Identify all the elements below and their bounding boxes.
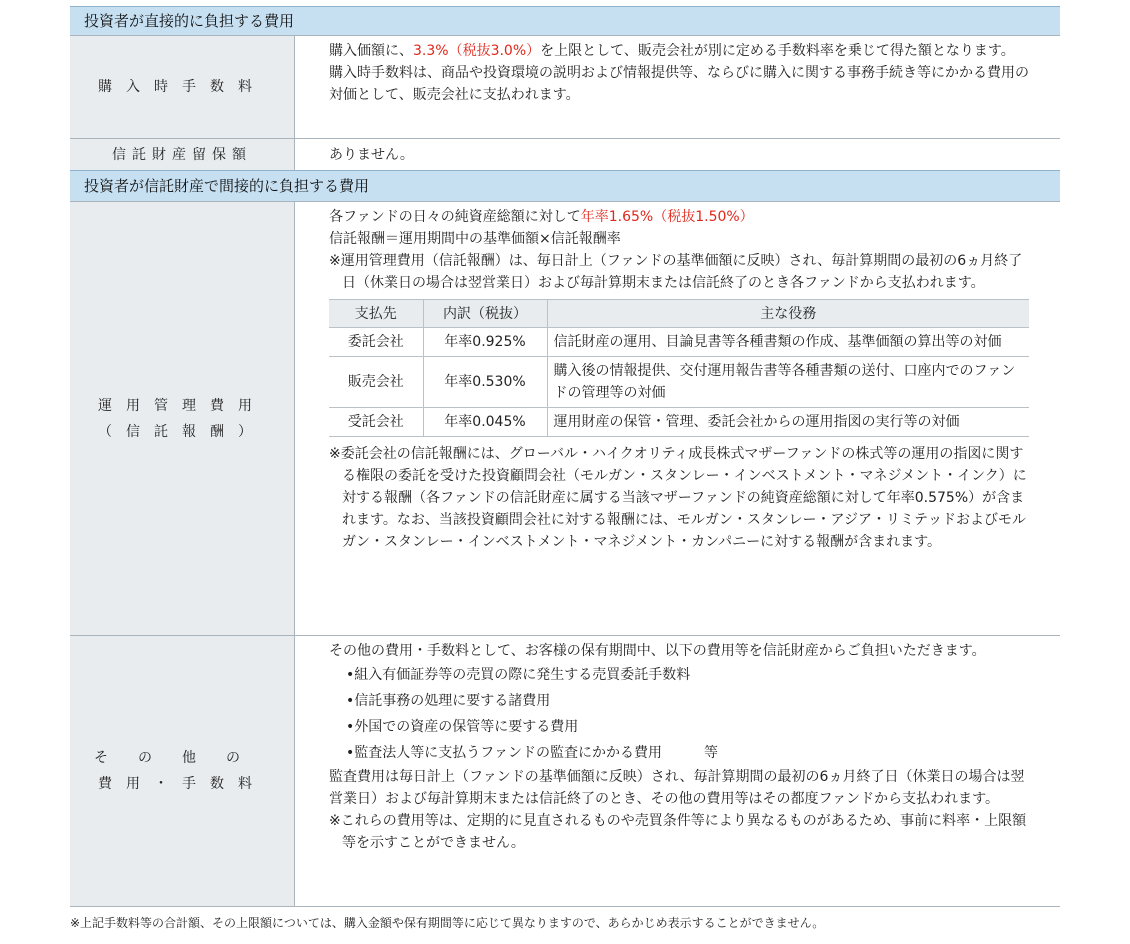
table-row: [329, 328, 1029, 357]
list-item: •信託事務の処理に要する諸費用: [346, 693, 551, 709]
purchase-fee-content: [294, 36, 1060, 138]
other-fees-content: [294, 636, 1060, 906]
other-fees-label-line1: その他の: [94, 750, 270, 766]
trust-reserve-value: ありません。: [294, 139, 1060, 170]
audit-fee-text: 監査費用は毎日計上（ファンドの基準価額に反映）され、毎計算期間の最初の6ヵ月終了日（休業日の場合は翌営業日）および毎計算期末または信託終了のとき、その他の費用等はその都度ファンドから支払われます。: [329, 769, 1025, 807]
management-fee-content: [294, 202, 1060, 635]
table-row: [329, 357, 1029, 408]
management-fee-row: [70, 201, 1060, 635]
management-fee-rate: 年率1.65%（税抜1.50%）: [580, 209, 754, 225]
purchase-fee-line1-post: を上限として、販売会社が別に定める手数料率を乗じて得た額となります。: [540, 43, 1015, 59]
payee-cell: 受託会社: [329, 408, 423, 437]
management-fee-note2: [329, 443, 1036, 553]
direct-cost-header: 投資者が直接的に負担する費用: [70, 6, 1060, 35]
other-fees-row: [70, 635, 1060, 906]
list-item: •監査法人等に支払うファンドの監査にかかる費用 等: [346, 745, 718, 761]
indirect-cost-header: 投資者が信託財産で間接的に負担する費用: [70, 170, 1060, 201]
fee-table: [70, 6, 1060, 907]
purchase-fee-line1-pre: 購入価額に、: [329, 43, 413, 59]
rate-cell: 年率0.530%: [423, 357, 547, 408]
fee-breakdown-header-row: [329, 300, 1029, 328]
purchase-fee-line2: 購入時手数料は、商品や投資環境の説明および情報提供等、ならびに購入に関する事務手続き等にかかる費用の対価として、販売会社に支払われます。: [329, 65, 1029, 103]
other-fees-label-line2: 費用・手数料: [98, 776, 266, 792]
fee-breakdown-table: [329, 299, 1029, 437]
purchase-fee-row: [70, 35, 1060, 138]
rate-cell: 年率0.925%: [423, 328, 547, 357]
other-fees-note: [329, 810, 1036, 854]
note2-text: 委託会社の信託報酬には、グローバル・ハイクオリティ成長株式マザーファンドの株式等の運用の指図に関する権限の委託を受けた投資顧問会社（モルガン・スタンレー・インベストメント・マネジメント・インク）に対する報酬（各ファンドの信託財産に属する当該マザーファンドの純資産総額に対して年率0.575%）が含まれます。なお、当該投資顧問会社に対する報酬には、モルガン・スタンレー・アジア・リミテッドおよびモルガン・スタンレー・インベストメント・マネジメント・カンパニーに対する報酬が含まれます。: [340, 446, 1027, 550]
payee-cell: 委託会社: [329, 328, 423, 357]
trust-reserve-row: [70, 138, 1060, 170]
management-fee-line1: [329, 206, 1036, 228]
management-fee-note1: [329, 250, 1036, 294]
service-cell: 購入後の情報提供、交付運用報告書等各種書類の送付、口座内でのファンドの管理等の対価: [547, 357, 1029, 408]
rate-cell: 年率0.045%: [423, 408, 547, 437]
footnote: ※上記手数料等の合計額、その上限額については、購入金額や保有期間等に応じて異なりますので、あらかじめ表示することができません。: [70, 916, 825, 930]
management-fee-label-line1: 運用管理費用: [98, 397, 266, 414]
table-row: [329, 408, 1029, 437]
purchase-fee-label: 購入時手数料: [70, 36, 294, 138]
management-fee-formula: 信託報酬＝運用期間中の基準価額×信託報酬率: [329, 231, 621, 247]
service-cell: 信託財産の運用、目論見書等各種書類の作成、基準価額の算出等の対価: [547, 328, 1029, 357]
management-fee-label: [70, 202, 294, 635]
purchase-fee-rate: 3.3%（税抜3.0%）: [413, 43, 541, 59]
list-item: •組入有価証券等の売買の際に発生する売買委託手数料: [346, 667, 691, 683]
note1-text: 運用管理費用（信託報酬）は、毎日計上（ファンドの基準価額に反映）され、毎計算期間の最初の6ヵ月終了日（休業日の場合は翌営業日）および毎計算期末または信託終了のとき各ファンドから支払われます。: [340, 253, 1023, 291]
header-payee: 支払先: [329, 300, 423, 328]
other-fees-label: [70, 636, 294, 906]
other-fees-intro: その他の費用・手数料として、お客様の保有期間中、以下の費用等を信託財産からご負担いただきます。: [329, 643, 986, 659]
note2-mark: ※: [329, 446, 341, 462]
list-item: •外国での資産の保管等に要する費用: [346, 719, 579, 735]
trust-reserve-label: 信託財産留保額: [70, 139, 294, 170]
service-cell: 運用財産の保管・管理、委託会社からの運用指図の実行等の対価: [547, 408, 1029, 437]
management-fee-label-line2: （信託報酬）: [98, 423, 266, 440]
header-services: 主な役務: [547, 300, 1029, 328]
table-bottom-border: [70, 906, 1060, 907]
other-note-mark: ※: [329, 813, 341, 829]
note1-mark: ※: [329, 253, 341, 269]
purchase-fee-line1: [329, 40, 1036, 62]
management-fee-line1-pre: 各ファンドの日々の純資産総額に対して: [329, 209, 581, 225]
payee-cell: 販売会社: [329, 357, 423, 408]
header-breakdown: 内訳（税抜）: [423, 300, 547, 328]
other-note-text: これらの費用等は、定期的に見直されるものや売買条件等により異なるものがあるため、事前に料率・上限額等を示すことができません。: [340, 813, 1027, 851]
